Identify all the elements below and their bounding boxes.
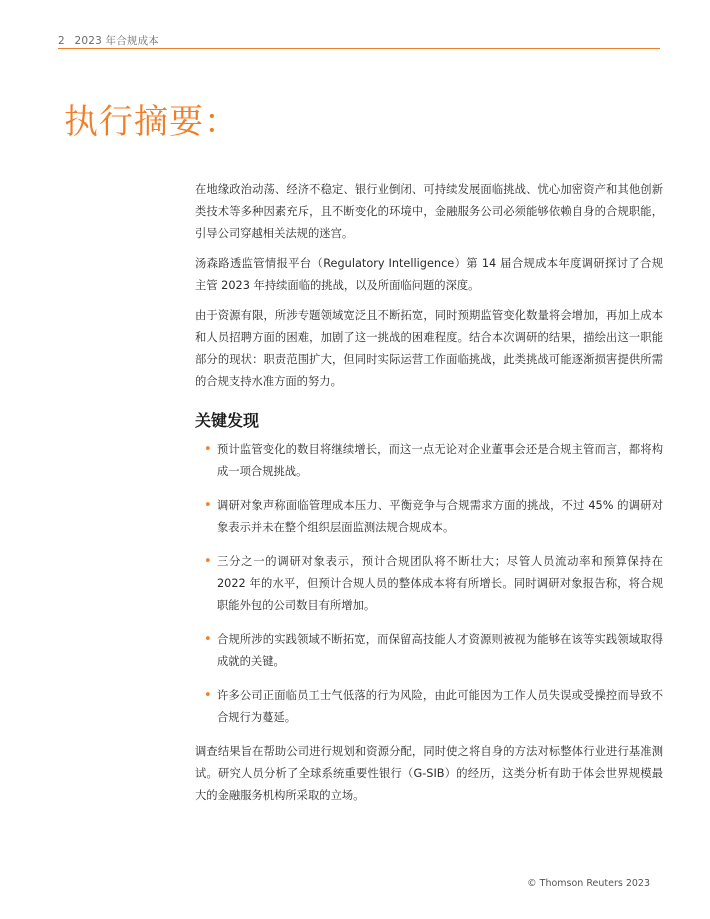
finding-text: 预计监管变化的数目将继续增长，而这一点无论对企业董事会还是合规主管而言，都将构成一项合规挑战。 xyxy=(217,443,663,478)
page-number: 2 xyxy=(58,35,65,47)
list-item xyxy=(195,629,663,673)
header-divider xyxy=(58,48,660,49)
list-item xyxy=(195,495,663,539)
page-title: 执行摘要： xyxy=(64,102,239,142)
finding-text: 许多公司正面临员工士气低落的行为风险，由此可能因为工作人员失误或受操控而导致不合规行为蔓延。 xyxy=(217,689,663,724)
list-item xyxy=(195,439,663,483)
bullet-icon: • xyxy=(204,498,212,513)
bullet-icon: • xyxy=(204,442,212,457)
document-title: 2023 年合规成本 xyxy=(74,35,159,47)
list-item xyxy=(195,685,663,729)
key-findings-heading: 关键发现 xyxy=(195,411,260,430)
list-item xyxy=(195,551,663,617)
bullet-icon: • xyxy=(204,554,212,569)
closing-paragraph: 调查结果旨在帮助公司进行规划和资源分配，同时使之将自身的方法对标整体行业进行基准测试。研究人员分析了全球系统重要性银行（G-SIB）的经历，这类分析有助于体会世界规模最大的金融服务机构所采取的立场。 xyxy=(195,745,663,802)
intro-paragraph-2: 汤森路透监管情报平台（Regulatory Intelligence）第 14 届合规成本年度调研探讨了合规主管 2023 年持续面临的挑战，以及所面临问题的深度。 xyxy=(195,257,663,292)
key-findings-list xyxy=(195,439,663,729)
copyright-footer: © Thomson Reuters 2023 xyxy=(527,878,650,889)
finding-text: 三分之一的调研对象表示，预计合规团队将不断壮大；尽管人员流动率和预算保持在 2022 年的水平，但预计合规人员的整体成本将有所增长。同时调研对象报告称，将合规职能外包的公司数目有所增加。 xyxy=(217,555,663,612)
intro-paragraph-1: 在地缘政治动荡、经济不稳定、银行业倒闭、可持续发展面临挑战、忧心加密资产和其他创新类技术等多种因素充斥，且不断变化的环境中，金融服务公司必须能够依赖自身的合规职能，引导公司穿越相关法规的迷宫。 xyxy=(195,183,663,240)
main-content xyxy=(195,179,663,815)
running-header xyxy=(58,33,660,48)
bullet-icon: • xyxy=(204,688,212,703)
finding-text: 合规所涉的实践领域不断拓宽，而保留高技能人才资源则被视为能够在该等实践领域取得成就的关键。 xyxy=(217,633,663,668)
intro-paragraph-3: 由于资源有限，所涉专题领域宽泛且不断拓宽，同时预期监管变化数量将会增加，再加上成本和人员招聘方面的困难，加剧了这一挑战的困难程度。结合本次调研的结果，描绘出这一职能部分的现状：职责范围扩大，但同时实际运营工作面临挑战，此类挑战可能逐渐损害提供所需的合规支持水准方面的努力。 xyxy=(195,309,663,388)
bullet-icon: • xyxy=(204,632,212,647)
finding-text: 调研对象声称面临管理成本压力、平衡竞争与合规需求方面的挑战，不过 45% 的调研对象表示并未在整个组织层面监测法规合规成本。 xyxy=(217,499,663,534)
